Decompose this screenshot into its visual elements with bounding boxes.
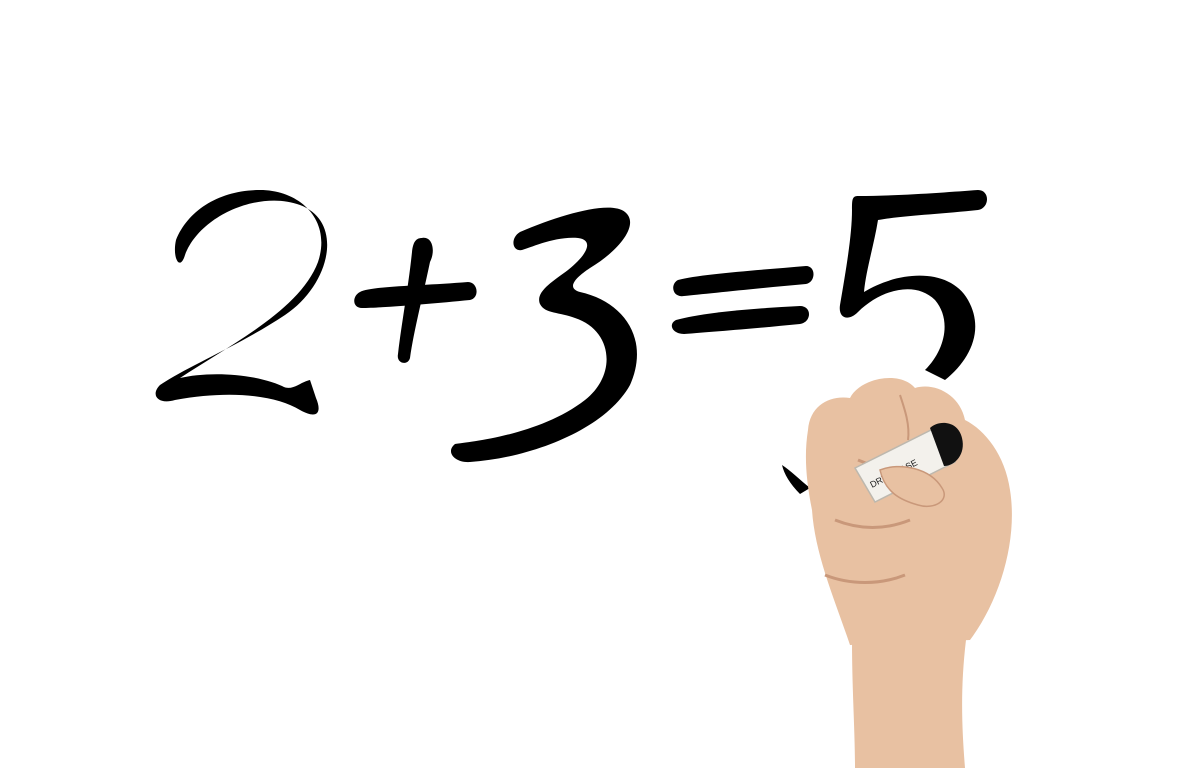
fist bbox=[806, 378, 1012, 645]
hand-with-marker bbox=[806, 378, 1012, 768]
result bbox=[218, 150, 228, 151]
plus-sign bbox=[354, 238, 476, 363]
digit-2 bbox=[156, 190, 328, 414]
plus-text bbox=[165, 150, 178, 151]
equals-text bbox=[199, 150, 212, 151]
digit-3 bbox=[451, 208, 637, 462]
forearm bbox=[852, 640, 966, 768]
equals-sign bbox=[672, 266, 814, 334]
operand-b bbox=[184, 150, 194, 151]
operand-a bbox=[150, 150, 160, 151]
marker-label: DRY bbox=[868, 472, 890, 490]
equation-text bbox=[150, 150, 1050, 151]
